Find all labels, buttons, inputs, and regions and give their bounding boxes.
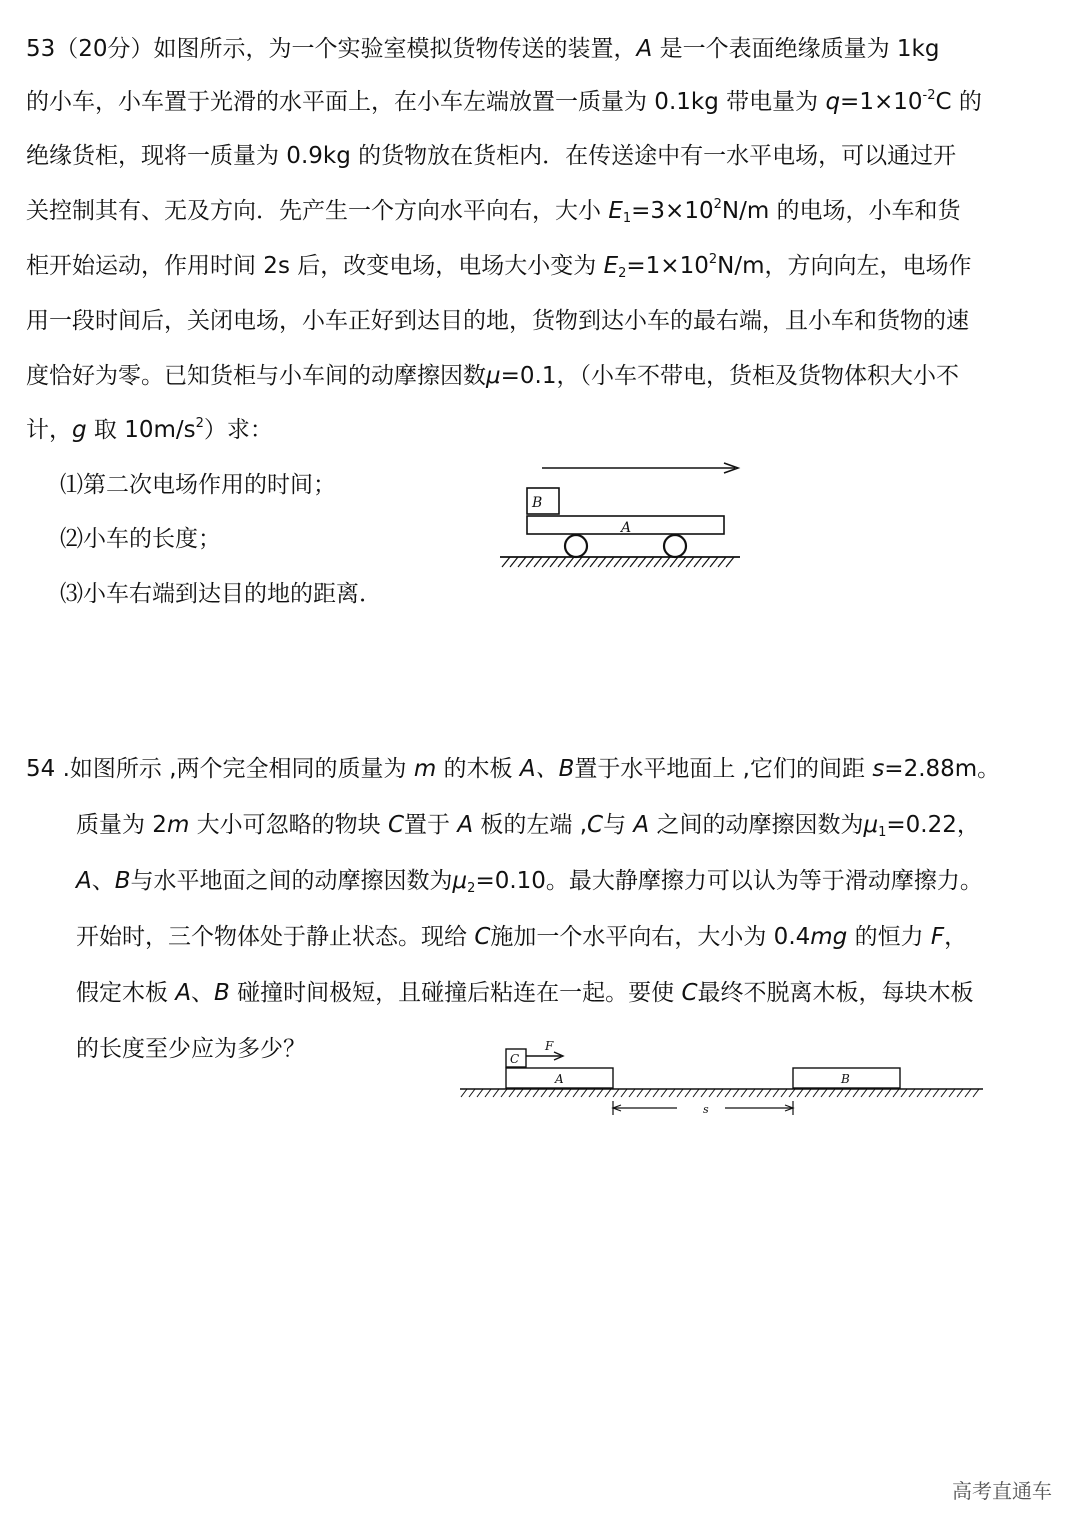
q54-line-1: 54 .如图所示 ,两个完全相同的质量为 m 的木板 A、B置于水平地面上 ,它们的间距 s=2.88m。 — [26, 756, 1001, 782]
q54-line-6: 的长度至少应为多少？ — [76, 1036, 306, 1062]
q53-line-3: 绝缘货柜，现将一质量为 0.9kg 的货物放在货柜内．在传送途中有一水平电场，可以通过开 — [26, 143, 957, 169]
board-a-label: A — [555, 1072, 564, 1086]
q53-figure — [490, 455, 750, 580]
field-arrow — [542, 463, 738, 473]
board-b-label: B — [841, 1072, 850, 1086]
q53-line-5: 柜开始运动，作用时间 2s 后，改变电场，电场大小变为 $E_2=1\times 10^2N/m$，方向向左，电场作 — [26, 252, 972, 281]
ground-hatch — [461, 1089, 979, 1097]
watermark: 高考直通车 — [952, 1479, 1052, 1503]
q53-line-7: 度恰好为零。已知货柜与小车间的动摩擦因数μ=0.1，（小车不带电，货柜及货物体积大小不 — [26, 363, 959, 389]
ground-hatch — [502, 557, 734, 567]
q54-line-4: 开始时，三个物体处于静止状态。现给 C施加一个水平向右，大小为 0.4mg 的恒力 F， — [76, 924, 968, 950]
wheel-left — [565, 535, 587, 557]
q53-line-1: 53（20分）如图所示，为一个实验室模拟货物传送的装置，A 是一个表面绝缘质量为 1kg — [26, 36, 940, 62]
cart-label: A — [621, 520, 632, 536]
force-label: F — [545, 1039, 554, 1053]
q54-line-2: 质量为 2m 大小可忽略的物块 C置于 A 板的左端 ,C与 A 之间的动摩擦因数为$\mu_1=0.22$， — [76, 812, 980, 840]
q54-figure — [455, 1035, 990, 1125]
wheel-right — [664, 535, 686, 557]
q53-line-2: 的小车，小车置于光滑的水平面上，在小车左端放置一质量为 0.1kg 带电量为 $q=1\times 10^{-2}C$ 的 — [26, 88, 982, 115]
q53-line-6: 用一段时间后，关闭电场，小车正好到达目的地，货物到达小车的最右端，且小车和货物的速 — [26, 308, 969, 334]
q53-part-3: ⑶小车右端到达目的地的距离． — [60, 581, 382, 607]
q53-line-4: 关控制其有、无及方向．先产生一个方向水平向右，大小 $E_1=3\times 10^2N/m$ 的电场，小车和货 — [26, 197, 961, 226]
distance-label: s — [703, 1103, 709, 1116]
q53-line-8: 计，g 取 $10m/s^2$）求： — [26, 416, 273, 443]
q54-line-3: A、B与水平地面之间的动摩擦因数为$\mu_2=0.10$。最大静摩擦力可以认为等于滑动摩擦力。 — [76, 868, 983, 896]
force-arrow — [526, 1052, 563, 1060]
q54-line-5: 假定木板 A、B 碰撞时间极短，且碰撞后粘连在一起。要使 C最终不脱离木板，每块木板 — [76, 980, 974, 1006]
cargo-box-label: B — [532, 495, 543, 511]
q53-part-1: ⑴第二次电场作用的时间； — [60, 472, 336, 498]
q53-part-2: ⑵小车的长度； — [60, 526, 221, 552]
block-c-label: C — [510, 1052, 520, 1066]
